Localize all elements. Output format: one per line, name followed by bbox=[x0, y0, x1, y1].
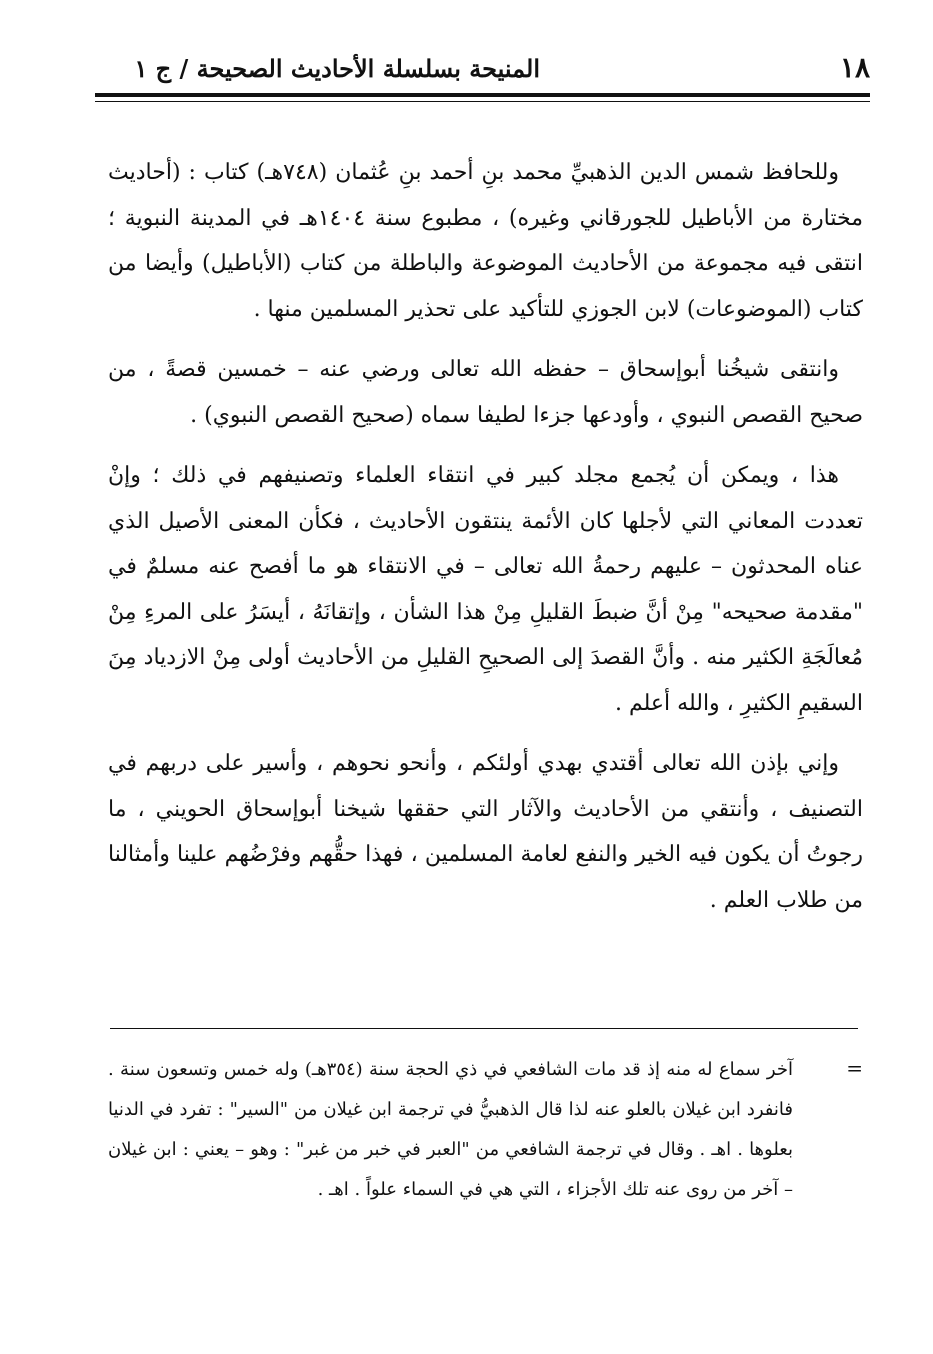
running-head bbox=[95, 50, 870, 90]
footnote-continuation-marker: = bbox=[846, 1056, 863, 1080]
footnote-text: آخر سماع له منه إذ قد مات الشافعي في ذي الحجة سنة (٣٥٤هـ) وله خمس وتسعون سنة . فانفرد ابن غيلان بالعلو عنه لذا قال الذهبيُّ في ترجمة ابن غيلان من "السير" : تفرد في الدنيا بعلوها . اهـ . وقال في ترجمة الشافعي من "العبر في خبر من غبر" : وهو – يعني : ابن غيلان – آخر من روى عنه تلك الأجزاء ، التي هي في السماء علواً . اهـ . bbox=[108, 1059, 793, 1200]
page-number: ١٨ bbox=[839, 51, 870, 84]
header-rule-thick bbox=[95, 93, 870, 97]
main-text bbox=[108, 150, 863, 938]
running-title: المنيحة بسلسلة الأحاديث الصحيحة / ج ١ bbox=[134, 54, 540, 83]
paragraph-intiqa-meaning: هذا ، ويمكن أن يُجمع مجلد كبير في انتقاء العلماء وتصنيفهم في ذلك ؛ وإنْ تعددت المعاني التي لأجلها كان الأئمة ينتقون الأحاديث ، فكأن المعنى الأصيل الذي عناه المحدثون – عليهم رحمةُ الله تعالى – في الانتقاء هو ما أفصح عنه مسلمٌ في "مقدمة صحيحه" مِنْ أنَّ ضبطَ القليلِ مِنْ هذا الشأن ، وإتقانَهُ ، أيسَرُ على المرءِ مِنْ مُعالَجَةِ الكثير منه . وأنَّ القصدَ إلى الصحيحِ القليلِ من الأحاديث أولى مِنْ الازدياد مِنَ السقيمِ الكثيرِ ، والله أعلم . bbox=[108, 463, 864, 716]
paragraph-dhahabi-book: وللحافظ شمس الدين الذهبيِّ محمد بنِ أحمد بنِ عُثمان (٧٤٨هـ) كتاب : (أحاديث مختارة من الأباطيل للجورقاني وغيره) ، مطبوع سنة ١٤٠٤هـ في المدينة النبوية ؛ انتقى فيه مجموعة من الأحاديث الموضوعة والباطلة من كتاب (الأباطيل) وأيضا من كتاب (الموضوعات) لابن الجوزي للتأكيد على تحذير المسلمين منها . bbox=[108, 160, 863, 322]
header-rule-thin bbox=[95, 101, 870, 102]
footnote-separator bbox=[110, 1028, 858, 1029]
paragraph-sahih-qisas: وانتقى شيخُنا أبوإسحاق – حفظه الله تعالى ورضي عنه – خمسين قصةً ، من صحيح القصص النبوي ، وأودعها جزءا لطيفا سماه (صحيح القصص النبوي) . bbox=[108, 357, 863, 428]
paragraph-author-intent: وإني بإذن الله تعالى أقتدي بهدي أولئكم ، وأنحو نحوهم ، وأسير على دربهم في التصنيف ، وأنتقي من الأحاديث والآثار التي حققها شيخنا أبوإسحاق الحويني ، ما رجوتُ أن يكون فيه الخير والنفع لعامة المسلمين ، فهذا حقُّهم وفرْضُهم علينا وأمثالنا من طلاب العلم . bbox=[108, 751, 863, 913]
footnote bbox=[108, 1050, 863, 1210]
